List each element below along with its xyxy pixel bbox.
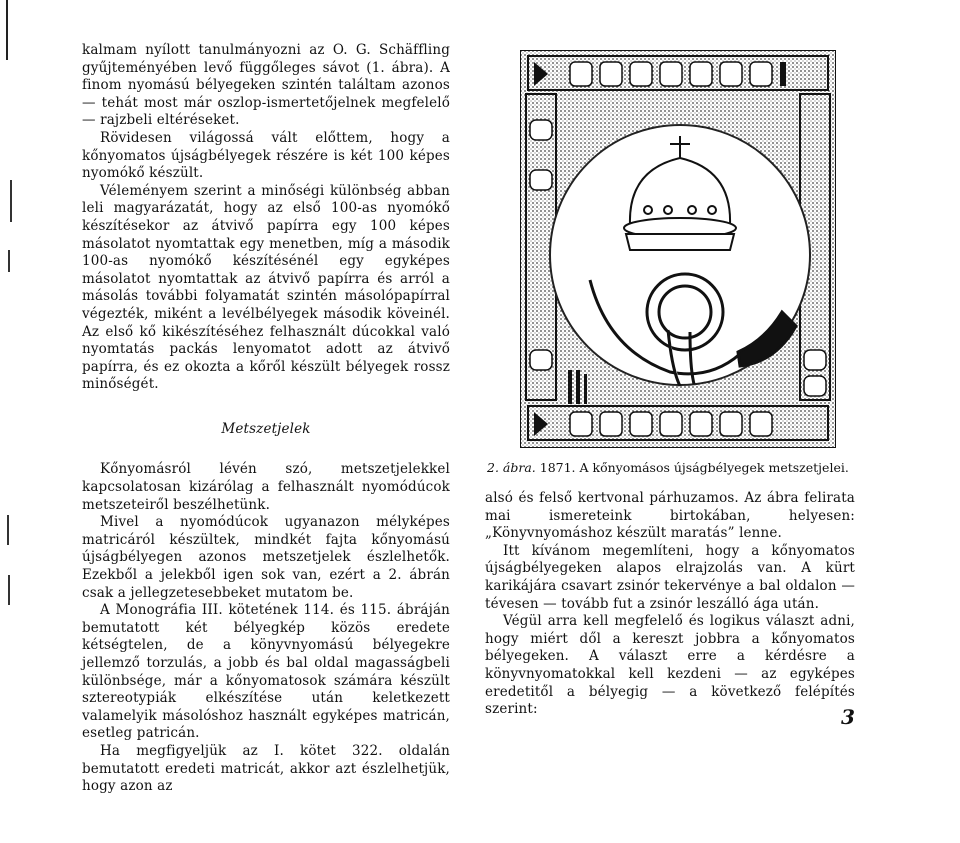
- paragraph: Végül arra kell megfelelő és logikus választ adni, hogy miért dől a kereszt jobbra a kőnyomatos bélyegeken. A választ erre a kérdésre a könyvnyomatokkal kell kezdeni — az egyképes eredetitől a bélyegig — a következő felépítés szerint:: [485, 613, 855, 718]
- page-number: 3: [841, 705, 855, 729]
- right-column: [485, 490, 855, 719]
- paragraph: Itt kívánom megemlíteni, hogy a kőnyomatos újságbélyegeken alapos elrajzolás van. A kürt karikájára csavart zsinór tekervénye a bal oldalon — tévesen — tovább fut a zsinór leszálló ága után.: [485, 542, 855, 612]
- figure-caption-text: 1871. A kőnyomásos újságbélyegek metszetjelei.: [539, 460, 849, 475]
- paragraph: alsó és felső kertvonal párhuzamos. Az ábra felirata mai ismereteink birtokában, helyesen: „Könyvnyomáshoz készült maratás” lenne.: [485, 490, 855, 542]
- figure-caption: [487, 460, 859, 475]
- paragraph: Véleményem szerint a minőségi különbség abban leli magyarázatát, hogy az első 100-as nyomókő készítésekor az átvivő papírra egy 100 képes másolatot nyomtattak egy menetben, míg a második 100-as nyomókő készítésénél egy egyképes másolatot nyomtattak az átvivő papírra és arról a másolás további folyamatát szintén másolópapírral végezték, miként a levélbélyegek második köveinél. Az első kő kikészítéséhez felhasznált dúcokkal való nyomtatás packás lenyomatot adott az átvivő papírra, és ez okozta a kőről készült bélyegek rossz minőségét.: [82, 182, 450, 393]
- scan-edge-mark: [8, 250, 10, 272]
- figure-number: 2. ábra.: [487, 460, 536, 475]
- stamp-engraving-figure: [520, 50, 836, 448]
- paragraph: Kőnyomásról lévén szó, metszetjelekkel kapcsolatosan kizárólag a felhasznált nyomódúcok metszeteiről beszélhetünk.: [82, 461, 450, 513]
- paragraph: A Monográfia III. kötetének 114. és 115. ábráján bemutatott két bélyegkép közös eredete kétségtelen, de a könyvnyomású bélyegekre jellemző torzulás, a jobb és bal oldal magasságbeli különbsége, már a kőnyomatosok számára készült sztereotypiák elkészítése után keletkezett valamelyik másolóshoz használt egyképes matricán, esetleg patricán.: [82, 602, 450, 742]
- scan-edge-line: [6, 0, 8, 60]
- scan-edge-mark: [10, 180, 12, 222]
- paragraph: Ha megfigyeljük az I. kötet 322. oldalán bemutatott eredeti matricát, akkor azt észlelhetjük, hogy azon az: [82, 742, 450, 795]
- paragraph: kalmam nyílott tanulmányozni az O. G. Schäffling gyűjteményében levő függőleges sávot (1. ábra). A finom nyomású bélyegeken szintén találtam azonos — tehát most már oszlop-ismertetőjelnek megfelelő — rajzbeli eltéréseket.: [82, 42, 450, 129]
- scan-edge-mark: [7, 515, 9, 545]
- paragraph: Rövidesen világossá vált előttem, hogy a kőnyomatos újságbélyegek részére is két 100 képes nyomókő készült.: [82, 129, 450, 182]
- left-column: [82, 42, 450, 796]
- scan-edge-mark: [8, 575, 10, 605]
- paragraph: Mivel a nyomódúcok ugyanazon mélyképes matricáról készültek, mindkét fajta kőnyomású újságbélyegen azonos metszetjelek észlelhetők. Ezekből a jelekből igen sok van, ezért a 2. ábrán csak a jellegzetesebbeket mutatom be.: [82, 514, 450, 601]
- section-heading: Metszetjelek: [221, 420, 311, 437]
